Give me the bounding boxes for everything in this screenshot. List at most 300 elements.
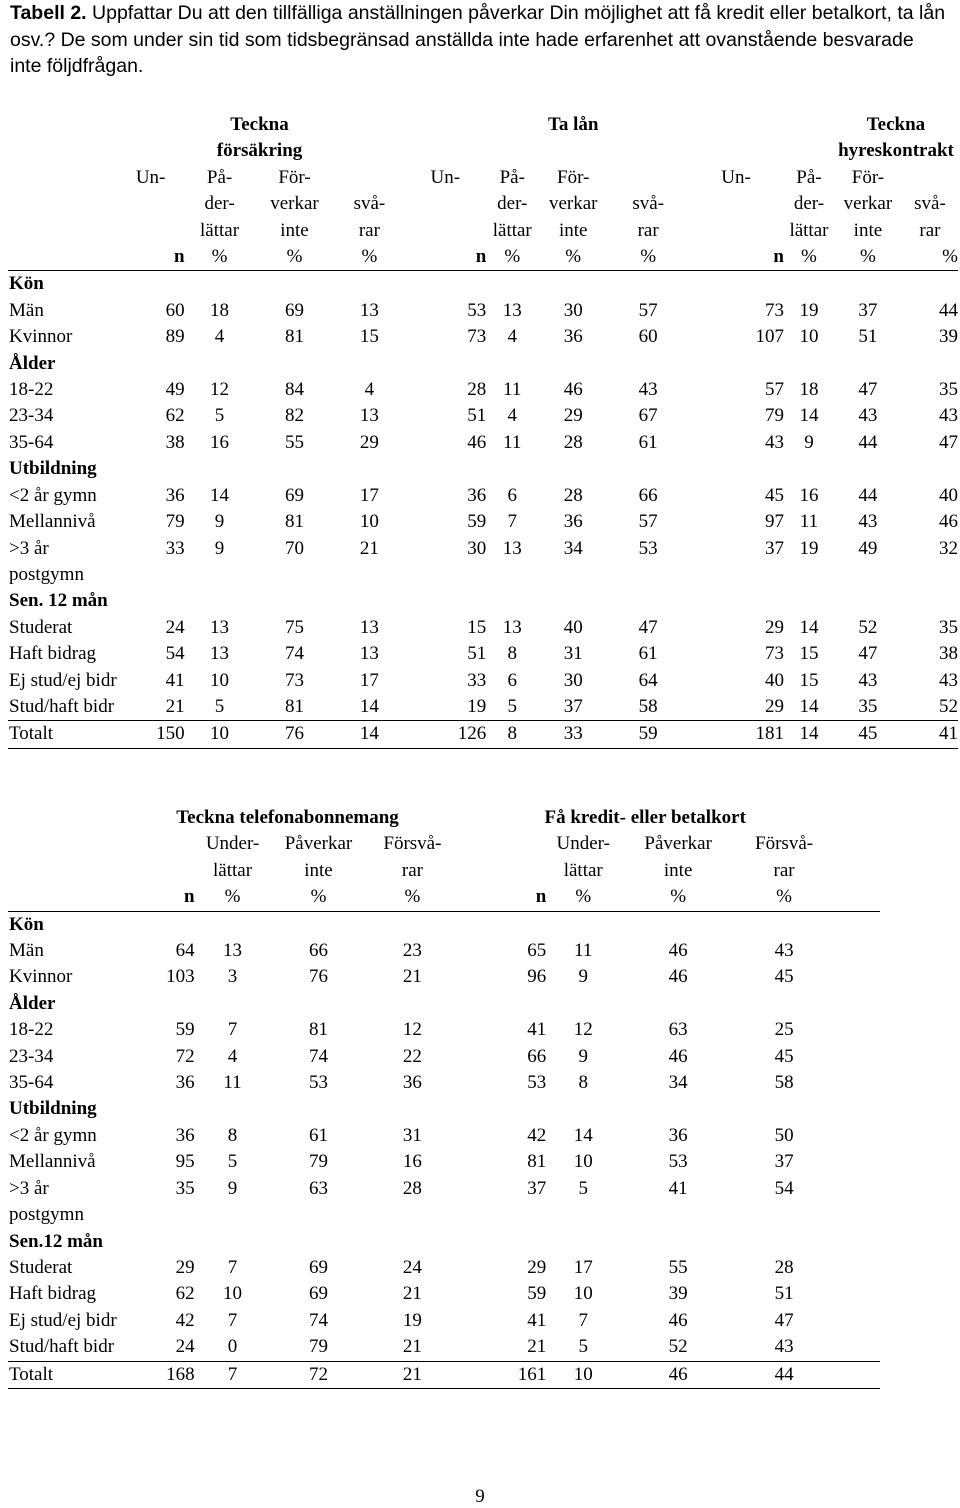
table-cell — [404, 456, 486, 482]
table-cell — [546, 1229, 620, 1255]
table-cell — [185, 271, 255, 298]
table-cell: 18 — [799, 379, 819, 401]
table-cell: 10 — [799, 326, 819, 348]
subheader: verkar — [548, 193, 598, 215]
table-row — [8, 1255, 880, 1281]
group-label: Få kredit- eller betalkort — [544, 807, 746, 828]
table-cell: 13 — [223, 940, 243, 962]
table-cell: 95 — [175, 1151, 195, 1173]
table-cell — [834, 456, 902, 482]
table-cell: 45 — [774, 966, 794, 988]
table-cell: 47 — [858, 379, 878, 401]
row-label: postgymn — [9, 563, 84, 585]
table-cell: 24 — [175, 1336, 195, 1358]
table-cell — [832, 1017, 880, 1043]
table-cell — [902, 351, 958, 377]
table-cell — [195, 991, 271, 1017]
table-cell — [117, 351, 185, 377]
table-cell: 30 — [467, 537, 487, 559]
table-cell — [688, 351, 784, 377]
table-cell: 44 — [858, 484, 878, 506]
table-cell — [538, 562, 608, 588]
table-cell: 3 — [227, 966, 238, 988]
table-cell: 58 — [774, 1072, 794, 1094]
table-cell: 57 — [638, 511, 658, 533]
table-cell: 13 — [359, 405, 379, 427]
section-row — [8, 351, 958, 377]
table-cell: 11 — [223, 1072, 242, 1094]
table-cell: 7 — [227, 1309, 238, 1331]
subheader: Påverkar — [644, 833, 712, 855]
table-cell: 73 — [764, 299, 784, 321]
table-cell — [688, 456, 784, 482]
table-cell — [255, 456, 335, 482]
table-cell: 81 — [284, 511, 304, 533]
table-cell: 79 — [308, 1151, 328, 1173]
table-cell: 30 — [563, 669, 583, 691]
table-cell: 47 — [774, 1309, 794, 1331]
table-cell: 46 — [467, 431, 487, 453]
table-cell — [366, 1229, 458, 1255]
table-cell — [902, 562, 958, 588]
table-cell: 43 — [939, 669, 958, 691]
table-cell: 28 — [467, 379, 487, 401]
table-cell: 24 — [402, 1256, 422, 1278]
table-cell — [366, 911, 458, 938]
table-cell: 8 — [578, 1072, 588, 1094]
row-label: Mellannivå — [9, 1151, 96, 1173]
table-cell: 21 — [402, 966, 422, 988]
table-cell: 41 — [902, 721, 958, 748]
row-label: >3 år — [9, 537, 49, 559]
table-cell: 61 — [308, 1124, 328, 1146]
pct-header: % — [538, 244, 608, 271]
table-cell: 55 — [284, 431, 304, 453]
table-cell — [832, 964, 880, 990]
row-label: <2 år gymn — [9, 484, 97, 506]
table-cell: 14 — [799, 616, 819, 638]
table-cell: 40 — [764, 669, 784, 691]
table-cell — [486, 562, 538, 588]
subheader: der- — [793, 193, 825, 215]
table-cell — [538, 456, 608, 482]
subheader: Un- — [430, 166, 461, 188]
group-label: hyreskontrakt — [838, 140, 954, 162]
row-label: Studerat — [9, 616, 73, 638]
table-cell: 59 — [467, 511, 487, 533]
table-cell — [185, 562, 255, 588]
table-cell: 29 — [764, 616, 784, 638]
table-cell: 17 — [573, 1256, 593, 1278]
table-row — [8, 1308, 880, 1334]
table-cell — [834, 588, 902, 614]
table-cell — [546, 991, 620, 1017]
table-cell: 14 — [784, 721, 834, 748]
subheader: rar — [919, 219, 941, 241]
table-cell: 82 — [284, 405, 304, 427]
table-2-header — [8, 805, 880, 911]
table-cell — [834, 351, 902, 377]
table-cell — [832, 1176, 880, 1202]
table-cell: 64 — [638, 669, 658, 691]
table-cell: 19 — [799, 537, 819, 559]
table-cell: 161 — [458, 1361, 546, 1388]
table-cell: 37 — [858, 299, 878, 321]
table-cell: 60 — [165, 299, 185, 321]
subheader: svå- — [914, 193, 946, 215]
table-cell: 4 — [227, 1045, 238, 1067]
row-label: Mellannivå — [9, 511, 96, 533]
row-label: 35-64 — [9, 431, 54, 453]
table-cell: 38 — [165, 431, 185, 453]
table-row — [8, 668, 958, 694]
table-cell: 40 — [939, 484, 958, 506]
table-cell: 46 — [668, 966, 688, 988]
table-cell: 52 — [858, 616, 878, 638]
table-cell: 16 — [799, 484, 819, 506]
subheader: lättar — [563, 859, 603, 881]
table-cell: 96 — [527, 966, 547, 988]
pct-header: % — [486, 244, 538, 271]
table-cell: 5 — [214, 695, 225, 717]
table-cell — [832, 1308, 880, 1334]
group-label: Teckna — [230, 114, 289, 135]
table-row — [8, 403, 958, 429]
table-cell — [185, 588, 255, 614]
table-cell: 13 — [210, 643, 230, 665]
group-label: försäkring — [216, 140, 303, 162]
table-cell: 33 — [165, 537, 185, 559]
table-cell: 21 — [402, 1336, 422, 1358]
table-cell: 30 — [563, 299, 583, 321]
table-cell — [784, 588, 834, 614]
table-cell: 73 — [284, 669, 304, 691]
table-cell — [404, 562, 486, 588]
table-cell — [458, 991, 546, 1017]
table-cell — [736, 1096, 832, 1122]
subheader: svå- — [632, 193, 664, 215]
subheader: lättar — [492, 219, 532, 241]
table-cell — [404, 351, 486, 377]
table-cell: 66 — [308, 940, 328, 962]
row-label: Stud/haft bidr — [9, 695, 115, 717]
table-cell: 47 — [638, 616, 658, 638]
table-row — [8, 1281, 880, 1307]
subheader: På- — [206, 166, 233, 188]
table-cell: 10 — [573, 1151, 593, 1173]
table-cell: 8 — [227, 1124, 238, 1146]
table-cell: 103 — [166, 966, 195, 988]
section-row — [8, 271, 958, 298]
table-cell: 19 — [799, 299, 819, 321]
table-cell: 44 — [736, 1361, 832, 1388]
table-cell — [366, 1202, 458, 1228]
table-cell: 19 — [402, 1309, 422, 1331]
table-cell — [832, 1361, 880, 1388]
table-cell: 36 — [165, 484, 185, 506]
table-cell: 43 — [638, 379, 658, 401]
table-cell: 75 — [284, 616, 304, 638]
section-label: Kön — [9, 913, 44, 935]
table-cell — [486, 456, 538, 482]
table-cell — [834, 562, 902, 588]
section-label: Utbildning — [9, 1098, 97, 1120]
table-cell: 11 — [503, 379, 522, 401]
table-cell: 45 — [834, 721, 902, 748]
table-cell — [832, 1123, 880, 1149]
table-cell: 46 — [620, 1361, 736, 1388]
table-cell: 81 — [308, 1019, 328, 1041]
table-cell: 181 — [688, 721, 784, 748]
subheader: För- — [278, 166, 311, 188]
table-cell: 22 — [402, 1045, 422, 1067]
table-cell: 54 — [774, 1177, 794, 1199]
table-cell — [736, 1202, 832, 1228]
table-cell: 35 — [175, 1177, 195, 1199]
table-cell: 5 — [227, 1151, 238, 1173]
table-cell: 79 — [308, 1336, 328, 1358]
table-cell: 7 — [507, 511, 517, 533]
table-row — [8, 536, 958, 562]
pct-header: % — [195, 884, 271, 911]
table-cell — [458, 1096, 546, 1122]
table-cell: 10 — [573, 1283, 593, 1305]
table-cell: 62 — [175, 1283, 195, 1305]
table-cell — [486, 588, 538, 614]
table-cell: 11 — [503, 431, 522, 453]
row-label: >3 år — [9, 1177, 49, 1199]
table-cell: 76 — [308, 966, 328, 988]
row-label: <2 år gymn — [9, 1124, 97, 1146]
table-cell: 53 — [638, 537, 658, 559]
table-cell — [486, 271, 538, 298]
table-cell: 107 — [755, 326, 784, 348]
table-cell — [458, 1229, 546, 1255]
table-cell: 69 — [284, 299, 304, 321]
table-cell: 14 — [799, 695, 819, 717]
table-cell: 79 — [764, 405, 784, 427]
table-cell: 49 — [858, 537, 878, 559]
table-cell: 36 — [402, 1072, 422, 1094]
subheader: verkar — [843, 193, 893, 215]
table-cell — [195, 1202, 271, 1228]
row-label: 18-22 — [9, 379, 54, 401]
table-cell: 12 — [210, 379, 230, 401]
table-cell — [620, 1229, 736, 1255]
table-cell: 41 — [165, 669, 185, 691]
table-row — [8, 615, 958, 641]
table-cell — [784, 456, 834, 482]
table-cell: 10 — [223, 1283, 243, 1305]
subheader: verkar — [270, 193, 319, 215]
table-cell: 150 — [117, 721, 185, 748]
group-label: Teckna telefonabonnemang — [176, 807, 399, 828]
subheader: inte — [280, 219, 309, 241]
table-cell — [538, 351, 608, 377]
table-cell: 46 — [668, 940, 688, 962]
table-cell — [117, 1202, 195, 1228]
table-cell: 57 — [638, 299, 658, 321]
table-cell: 4 — [364, 379, 375, 401]
table-cell: 64 — [175, 940, 195, 962]
table-row — [8, 1017, 880, 1043]
table-cell: 5 — [578, 1177, 588, 1199]
table-cell: 54 — [165, 643, 185, 665]
table-cell: 67 — [638, 405, 658, 427]
table-cell: 62 — [165, 405, 185, 427]
table-cell: 46 — [668, 1045, 688, 1067]
table-row — [8, 1123, 880, 1149]
table-cell: 9 — [214, 537, 225, 559]
section-label: Kön — [9, 273, 44, 295]
table-cell: 21 — [366, 1361, 458, 1388]
table-cell: 52 — [939, 695, 958, 717]
table-cell — [608, 271, 688, 298]
table-row — [8, 324, 958, 350]
table-cell: 81 — [527, 1151, 547, 1173]
table-cell: 28 — [563, 431, 583, 453]
caption-text: Uppfattar Du att den tillfälliga anställningen påverkar Din möjlighet att få kredit eller betalkort, ta lån osv.? De som under sin tid som tidsbegränsad anställda inte hade erfarenhet att ovanstående besvarade inte följdfrågan. — [10, 2, 946, 77]
table-cell — [117, 271, 185, 298]
table-cell: 9 — [804, 431, 814, 453]
table-cell: 44 — [858, 431, 878, 453]
table-cell — [832, 991, 880, 1017]
table-cell: 35 — [858, 695, 878, 717]
table-cell: 29 — [175, 1256, 195, 1278]
table-cell: 6 — [507, 669, 517, 691]
pct-header: % — [834, 244, 902, 271]
subheader: Under- — [556, 833, 610, 855]
table-cell: 13 — [502, 537, 522, 559]
n-header: n — [117, 884, 195, 911]
table-cell — [902, 456, 958, 482]
table-cell: 28 — [563, 484, 583, 506]
table-row — [8, 430, 958, 456]
table-cell: 45 — [774, 1045, 794, 1067]
section-label: Sen.12 mån — [9, 1230, 103, 1252]
table-cell — [334, 562, 404, 588]
table-row — [8, 938, 880, 964]
table-1-header — [8, 112, 958, 271]
table-cell — [366, 1096, 458, 1122]
table-cell: 47 — [858, 643, 878, 665]
table-cell: 39 — [939, 326, 958, 348]
table-cell — [255, 351, 335, 377]
table-cell: 14 — [799, 405, 819, 427]
table-cell: 31 — [563, 643, 583, 665]
table-cell: 34 — [563, 537, 583, 559]
table-cell — [117, 991, 195, 1017]
table-cell: 21 — [359, 537, 379, 559]
subheader: inte — [558, 219, 588, 241]
table-cell: 29 — [764, 695, 784, 717]
pct-header: % — [902, 244, 958, 271]
table-cell — [117, 588, 185, 614]
section-label: Ålder — [9, 352, 56, 374]
subheader: Under- — [205, 833, 260, 855]
table-cell — [784, 562, 834, 588]
table-cell: 63 — [308, 1177, 328, 1199]
table-cell: 21 — [527, 1336, 547, 1358]
table-row — [8, 1044, 880, 1070]
subheader: rar — [773, 859, 795, 881]
table-cell: 51 — [858, 326, 878, 348]
table-cell: 43 — [939, 405, 958, 427]
table-row — [8, 964, 880, 990]
table-cell: 36 — [467, 484, 487, 506]
table-cell: 55 — [668, 1256, 688, 1278]
subheader: På- — [796, 166, 822, 188]
table-cell: 28 — [774, 1256, 794, 1278]
table-cell: 74 — [308, 1045, 328, 1067]
table-cell — [620, 1202, 736, 1228]
subheader: inte — [663, 859, 693, 881]
table-row — [8, 509, 958, 535]
table-cell: 17 — [359, 669, 379, 691]
table-cell — [688, 562, 784, 588]
table-cell: 14 — [334, 721, 404, 748]
table-cell: 58 — [638, 695, 658, 717]
row-label: Ej stud/ej bidr — [9, 1309, 117, 1331]
table-cell: 43 — [858, 669, 878, 691]
table-cell: 9 — [214, 511, 225, 533]
table-cell: 12 — [573, 1019, 593, 1041]
table-cell — [832, 1044, 880, 1070]
table-cell: 25 — [774, 1019, 794, 1041]
section-label: Ålder — [9, 992, 56, 1014]
table-cell: 40 — [563, 616, 583, 638]
table-cell — [736, 991, 832, 1017]
table-cell: 52 — [668, 1336, 688, 1358]
table-cell: 13 — [502, 616, 522, 638]
table-cell: 5 — [507, 695, 517, 717]
table-cell: 19 — [467, 695, 487, 717]
subheader: rar — [358, 219, 380, 241]
subheader: rar — [401, 859, 423, 881]
table-cell: 14 — [573, 1124, 593, 1146]
subheader: lättar — [213, 859, 253, 881]
row-label: Stud/haft bidr — [9, 1336, 115, 1358]
table-cell — [117, 456, 185, 482]
subheader: För- — [851, 166, 885, 188]
total-row — [8, 721, 958, 748]
table-cell: 42 — [175, 1309, 195, 1331]
subheader: Un- — [135, 166, 166, 188]
table-cell: 15 — [359, 326, 379, 348]
table-cell: 53 — [668, 1151, 688, 1173]
row-label: Kvinnor — [9, 966, 73, 988]
table-cell — [195, 1096, 271, 1122]
table-cell: 126 — [404, 721, 486, 748]
subheader: inte — [304, 859, 333, 881]
table-cell — [832, 911, 880, 938]
table-cell — [620, 911, 736, 938]
table-cell — [546, 1096, 620, 1122]
table-cell: 74 — [284, 643, 304, 665]
row-label: Haft bidrag — [9, 1283, 97, 1305]
table-cell: 43 — [774, 1336, 794, 1358]
table-cell — [832, 1334, 880, 1361]
row-label: Totalt — [8, 1361, 117, 1388]
table-cell: 15 — [799, 643, 819, 665]
table-row — [8, 1334, 880, 1361]
table-cell — [334, 456, 404, 482]
section-row — [8, 1096, 880, 1122]
row-label: 23-34 — [9, 1045, 54, 1067]
group-label: Teckna — [866, 114, 926, 135]
table-cell: 51 — [467, 643, 487, 665]
table-cell: 11 — [799, 511, 819, 533]
